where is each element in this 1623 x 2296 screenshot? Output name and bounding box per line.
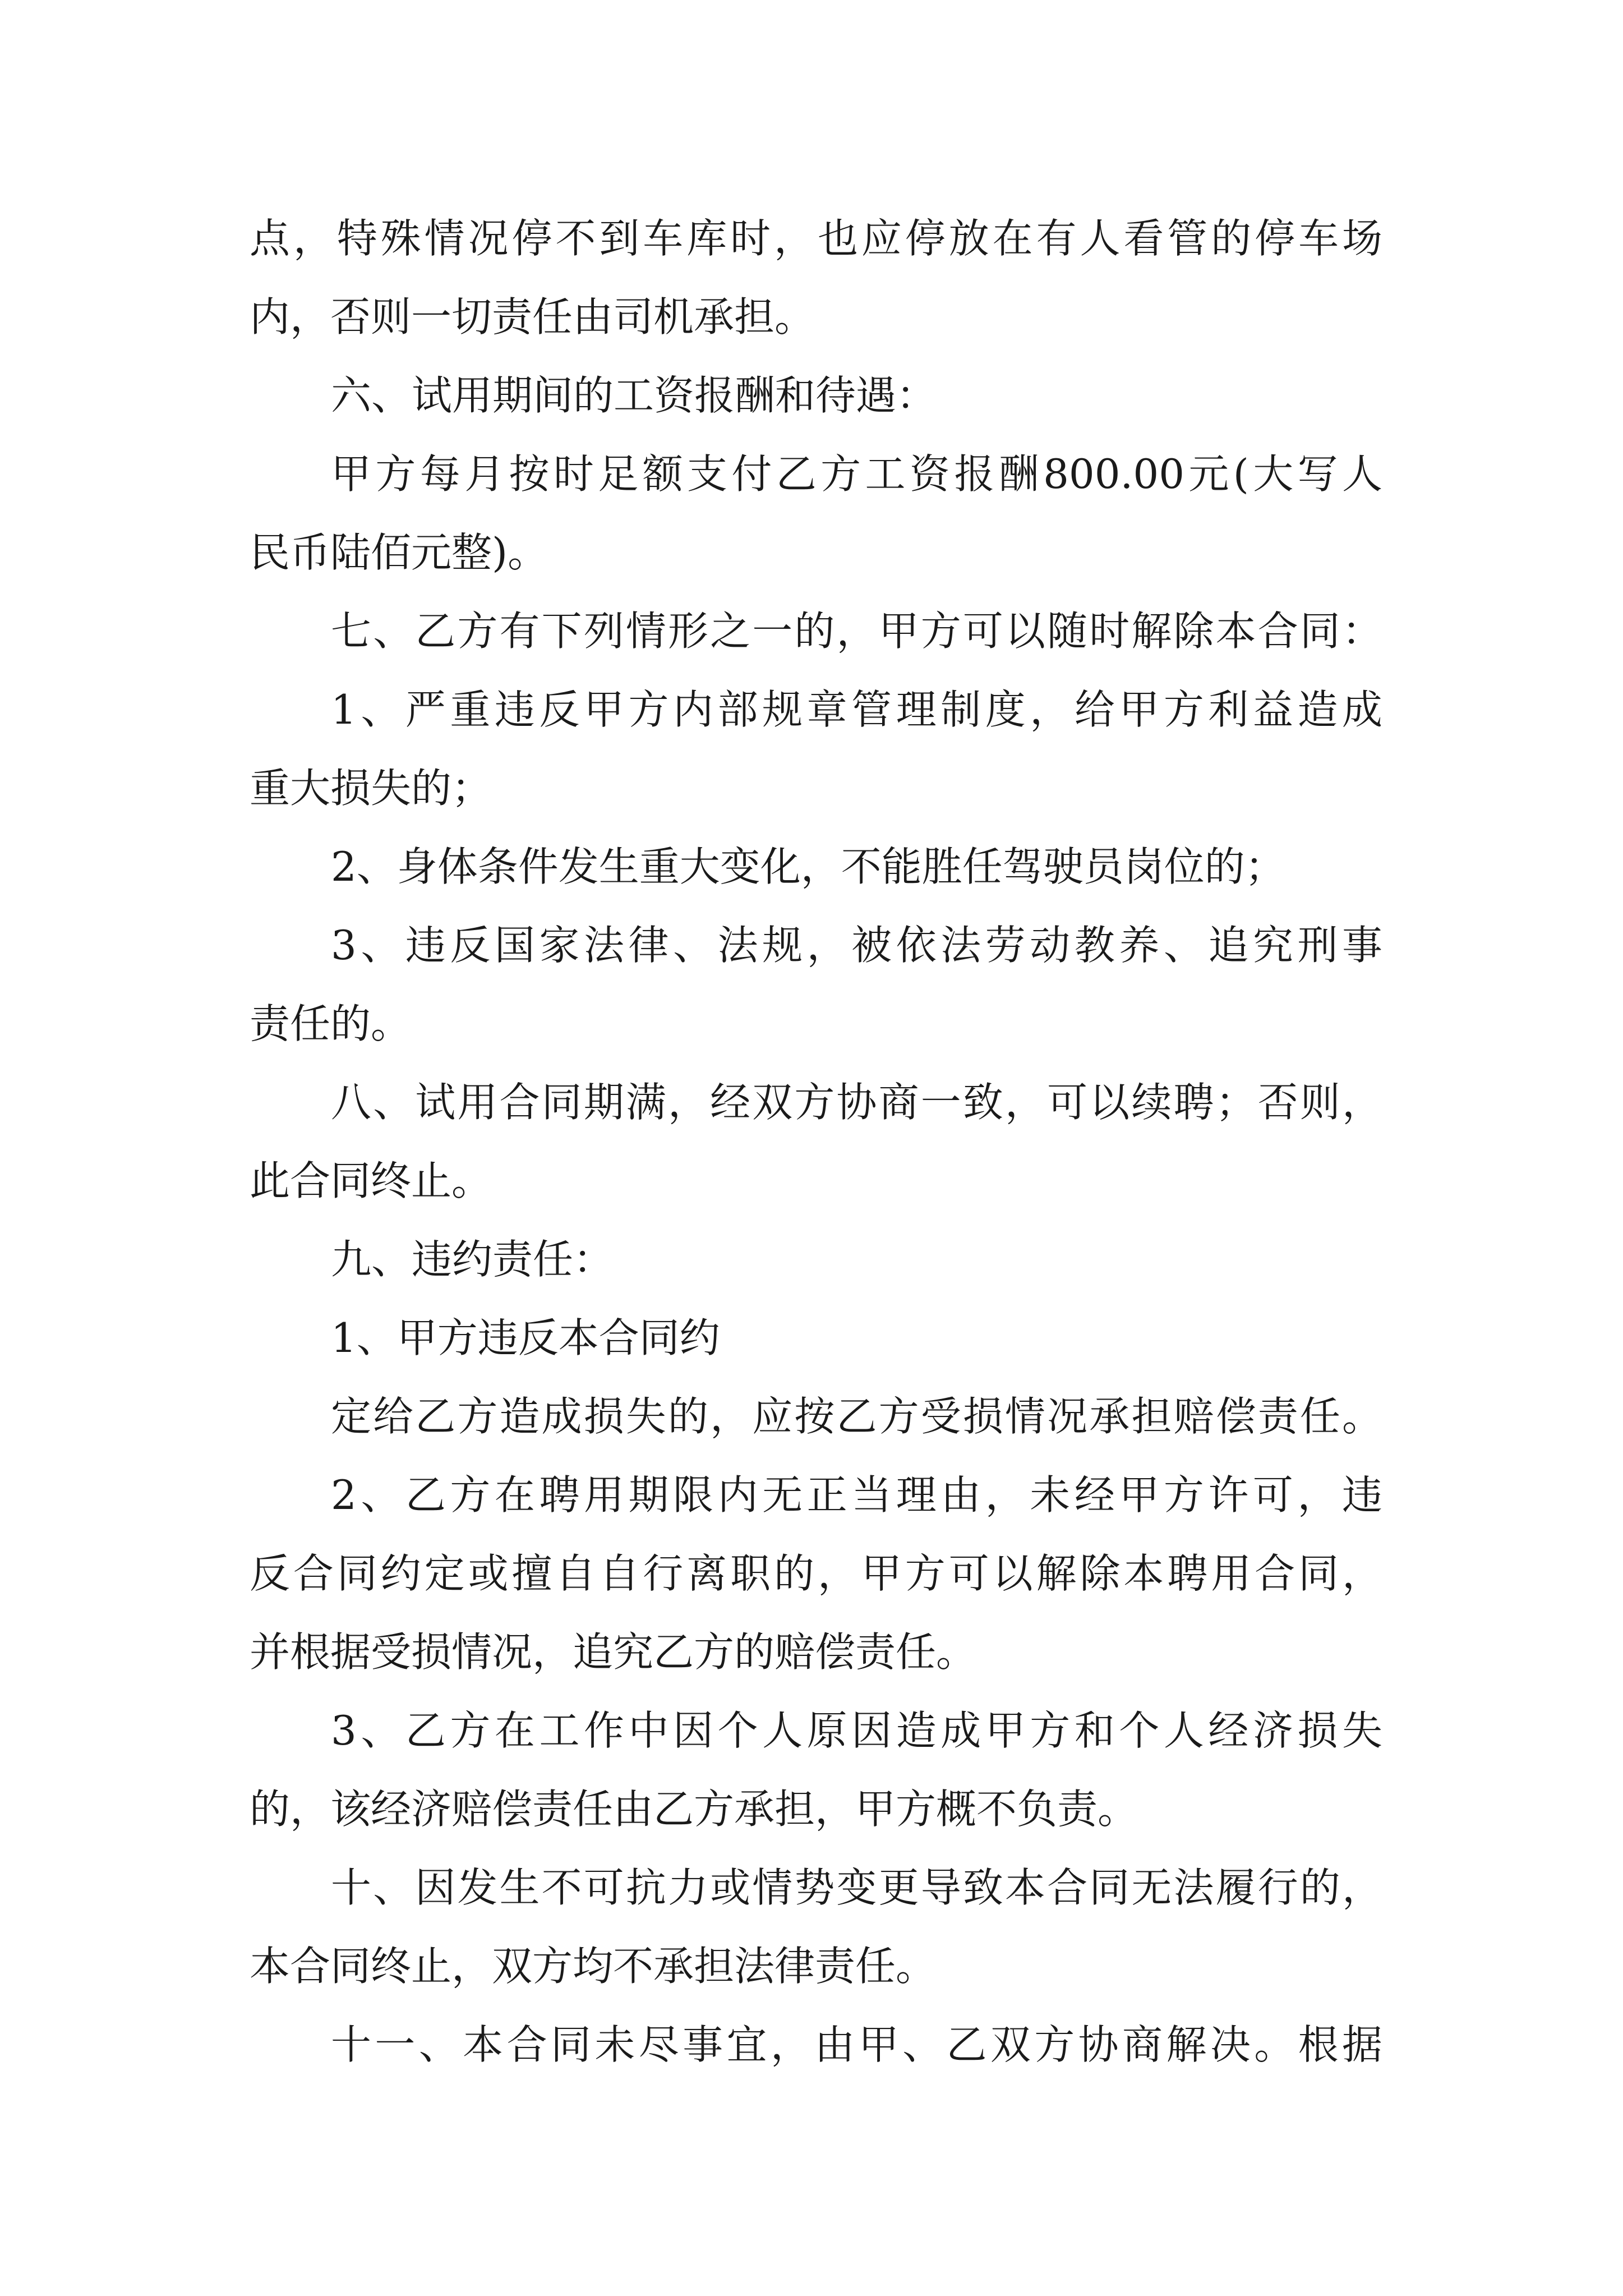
text-line: 反合同约定或擅自自行离职的，甲方可以解除本聘用合同， [250,1550,1382,1597]
text-line: 3、违反国家法律、法规，被依法劳动教养、追究刑事 [331,922,1382,969]
text-line: 2、乙方在聘用期限内无正当理由，未经甲方许可，违 [331,1471,1382,1519]
text-line: 责任的。 [250,1000,412,1047]
text-line: 的，该经济赔偿责任由乙方承担，甲方概不负责。 [250,1786,1138,1833]
text-line: 2、身体条件发生重大变化，不能胜任驾驶员岗位的； [331,843,1285,890]
section-heading: 六、试用期间的工资报酬和待遇： [331,372,937,419]
text-line: 并根据受损情况，追究乙方的赔偿责任。 [250,1628,977,1676]
text-line: 1、甲方违反本合同约 [331,1314,720,1361]
section-heading: 十、因发生不可抗力或情势变更导致本合同无法履行的， [331,1864,1382,1911]
section-heading: 八、试用合同期满，经双方协商一致，可以续聘；否则， [331,1079,1382,1126]
text-line: 重大损失的； [250,765,492,812]
section-heading: 九、违约责任： [331,1236,614,1283]
text-line: 此合同终止。 [250,1157,492,1204]
text-line: 民币陆佰元整)。 [250,529,548,576]
section-heading: 七、乙方有下列情形之一的，甲方可以随时解除本合同： [331,608,1382,655]
text-line: 1、严重违反甲方内部规章管理制度，给甲方利益造成 [331,686,1382,733]
text-line: 内，否则一切责任由司机承担。 [250,293,815,341]
text-line: 甲方每月按时足额支付乙方工资报酬800.00元(大写人 [331,450,1382,498]
text-line: 本合同终止，双方均不承担法律责任。 [250,1943,937,1990]
text-line: 点，特殊情况停不到车库时，也应停放在有人看管的停车场 [250,215,1382,262]
section-heading: 十一、本合同未尽事宜，由甲、乙双方协商解决。根据 [331,2021,1382,2068]
text-line: 定给乙方造成损失的，应按乙方受损情况承担赔偿责任。 [331,1393,1382,1440]
text-line: 3、乙方在工作中因个人原因造成甲方和个人经济损失 [331,1707,1382,1754]
